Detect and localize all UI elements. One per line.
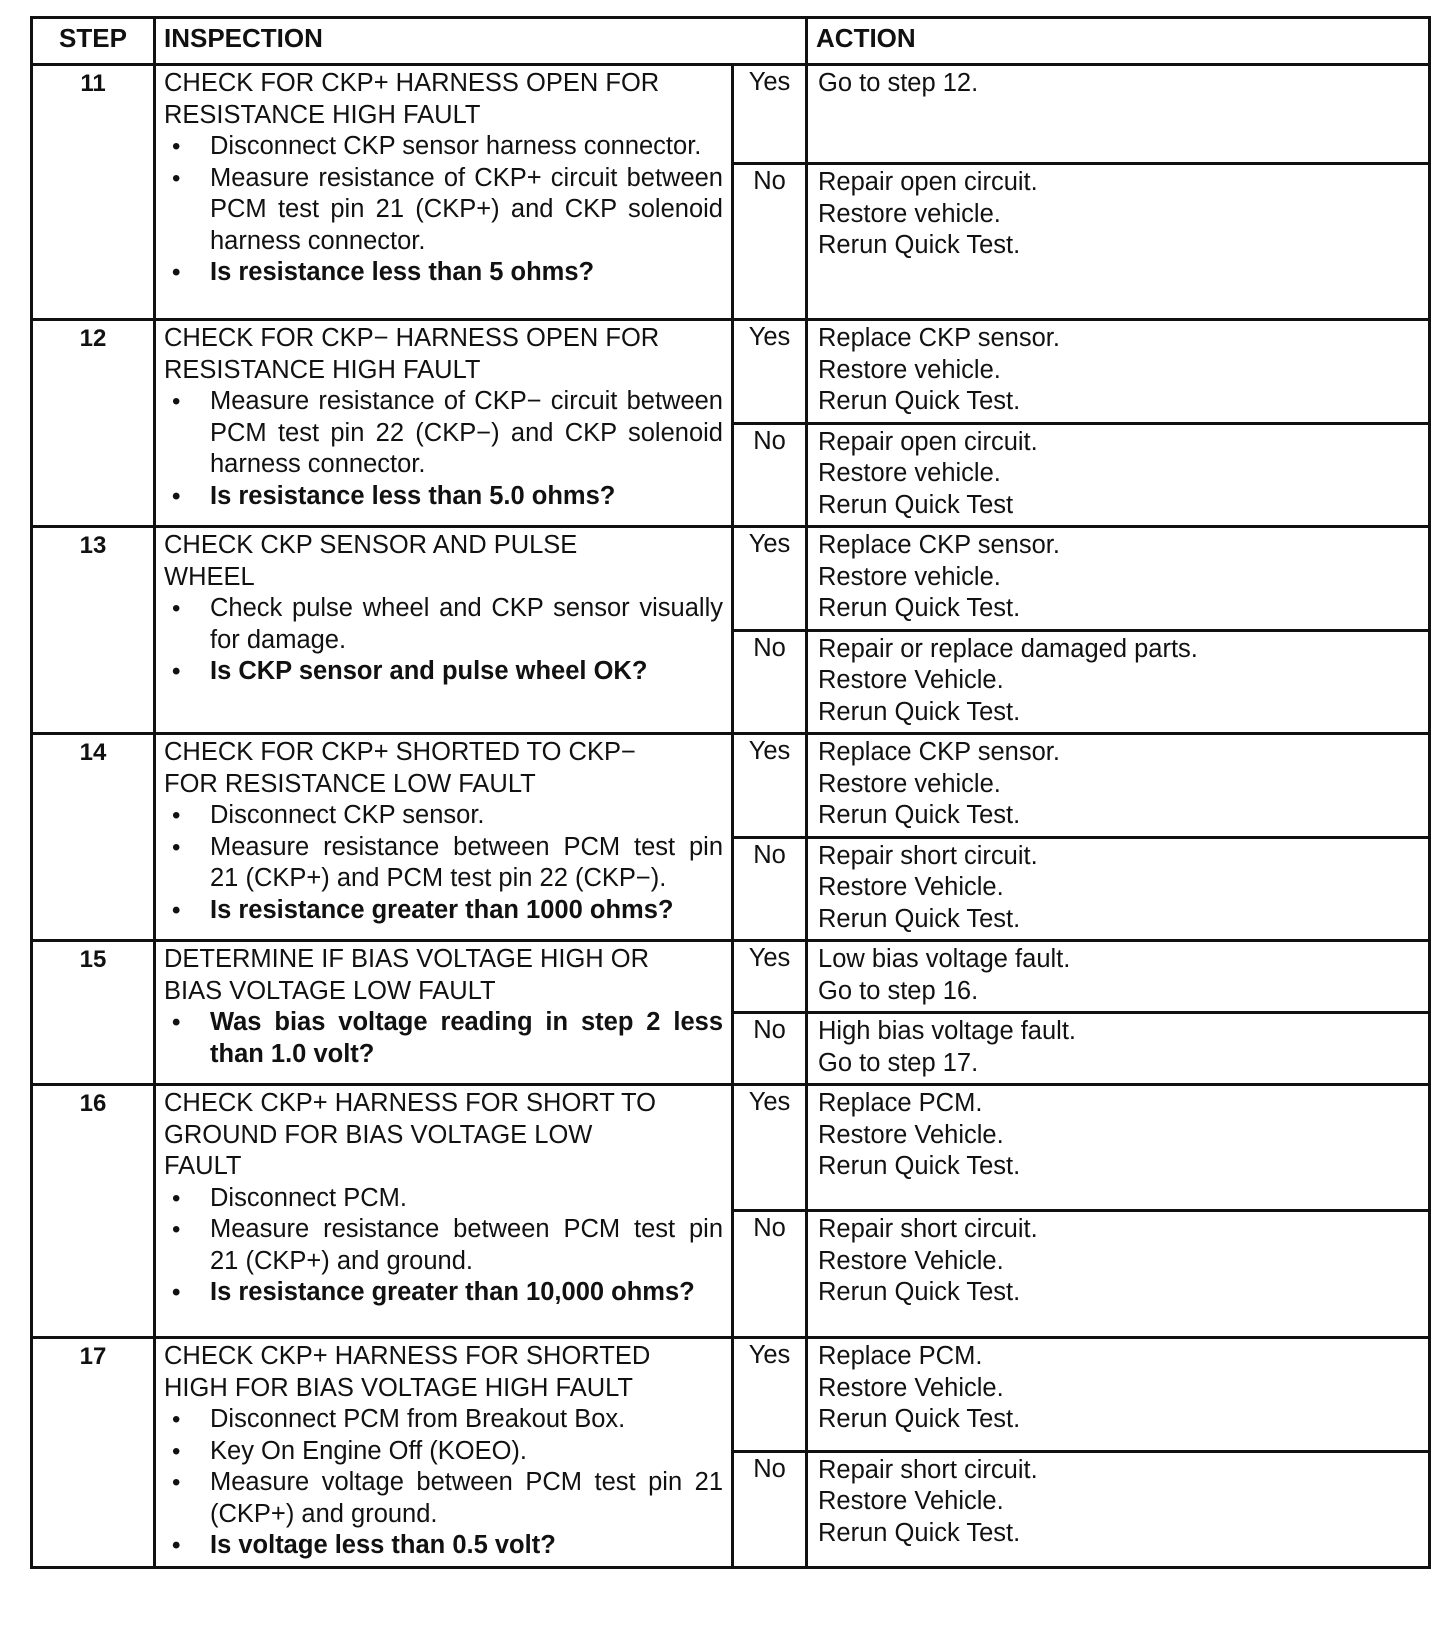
inspection-step: • Disconnect PCM. — [164, 1183, 723, 1215]
inspection-question: • Was bias voltage reading in step 2 less than 1.0 volt? — [164, 1007, 723, 1070]
action-line: Restore Vehicle. — [818, 873, 1004, 901]
action-line: Replace CKP sensor. — [818, 738, 1060, 766]
inspection-heading-line: DETERMINE IF BIAS VOLTAGE HIGH OR — [164, 945, 650, 973]
action-line: Go to step 12. — [818, 69, 979, 97]
no-action-cell — [807, 164, 1430, 320]
inspection-heading-line: FAULT — [164, 1152, 242, 1180]
inspection-cell — [155, 1085, 733, 1338]
inspection-step: • Measure resistance of CKP− circuit between PCM test pin 22 (CKP−) and CKP solenoid harness connector. — [164, 386, 723, 481]
step-number: 16 — [32, 1085, 155, 1338]
yes-label: Yes — [733, 941, 807, 1013]
no-action-cell — [807, 837, 1430, 941]
action-line: Rerun Quick Test. — [818, 697, 1021, 726]
yes-action-cell — [807, 1338, 1430, 1452]
action-line: Restore Vehicle. — [818, 1487, 1004, 1516]
inspection-heading-line: CHECK CKP SENSOR AND PULSE — [164, 531, 578, 559]
no-label: No — [733, 1013, 807, 1085]
table-row — [32, 65, 1430, 164]
table-row — [32, 941, 1430, 1013]
inspection-step: • Measure voltage between PCM test pin 21 (CKP+) and ground. — [164, 1467, 723, 1530]
no-action-cell — [807, 1451, 1430, 1567]
inspection-step: • Disconnect CKP sensor. — [164, 800, 723, 832]
step-number: 17 — [32, 1338, 155, 1568]
step-number: 11 — [32, 65, 155, 320]
inspection-question: • Is voltage less than 0.5 volt? — [164, 1530, 723, 1562]
yes-label: Yes — [733, 320, 807, 424]
action-line: Rerun Quick Test. — [818, 1278, 1021, 1306]
action-line: Repair or replace damaged parts. — [818, 634, 1198, 663]
inspection-step: • Measure resistance between PCM test pin 21 (CKP+) and PCM test pin 22 (CKP−). — [164, 832, 723, 895]
action-line: Repair open circuit. — [818, 427, 1038, 456]
inspection-step: • Disconnect CKP sensor harness connector. — [164, 131, 723, 163]
action-line: Restore Vehicle. — [818, 1246, 1004, 1275]
inspection-heading-line: CHECK FOR CKP+ HARNESS OPEN FOR — [164, 69, 660, 97]
inspection-heading-line: WHEEL — [164, 562, 255, 591]
step-number: 15 — [32, 941, 155, 1085]
action-line: Replace PCM. — [818, 1089, 983, 1117]
step-number: 14 — [32, 734, 155, 941]
inspection-column-header: INSPECTION — [155, 18, 807, 65]
action-line: Rerun Quick Test. — [818, 801, 1021, 829]
inspection-cell — [155, 65, 733, 320]
table-row — [32, 527, 1430, 631]
inspection-heading-line: RESISTANCE HIGH FAULT — [164, 100, 481, 129]
table-row — [32, 1085, 1430, 1211]
inspection-question: • Is CKP sensor and pulse wheel OK? — [164, 656, 723, 688]
action-column-header: ACTION — [807, 18, 1430, 65]
action-line: Restore Vehicle. — [818, 1120, 1004, 1149]
action-line: Repair short circuit. — [818, 1455, 1038, 1484]
action-line: Rerun Quick Test. — [818, 387, 1021, 415]
inspection-heading-line: HIGH FOR BIAS VOLTAGE HIGH FAULT — [164, 1373, 633, 1402]
inspection-steps-list — [164, 1183, 723, 1309]
inspection-steps-list — [164, 1404, 723, 1562]
no-label: No — [733, 423, 807, 527]
inspection-step: • Measure resistance of CKP+ circuit between PCM test pin 21 (CKP+) and CKP solenoid harness connector. — [164, 163, 723, 258]
action-line: Rerun Quick Test. — [818, 1152, 1021, 1180]
inspection-question: • Is resistance less than 5.0 ohms? — [164, 481, 723, 513]
no-action-cell — [807, 423, 1430, 527]
inspection-step: • Check pulse wheel and CKP sensor visually for damage. — [164, 593, 723, 656]
action-line: Restore Vehicle. — [818, 666, 1004, 694]
table-header-row — [32, 18, 1430, 65]
inspection-heading-line: FOR RESISTANCE LOW FAULT — [164, 769, 536, 798]
yes-label: Yes — [733, 1085, 807, 1211]
no-action-cell — [807, 1211, 1430, 1338]
table-row — [32, 1338, 1430, 1452]
yes-action-cell — [807, 65, 1430, 164]
diagnostic-procedure-sheet — [30, 16, 1428, 1569]
inspection-cell — [155, 941, 733, 1085]
inspection-steps-list — [164, 593, 723, 688]
action-line: Replace CKP sensor. — [818, 324, 1060, 352]
step-column-header: STEP — [32, 18, 155, 65]
no-action-cell — [807, 1013, 1430, 1085]
action-line: Rerun Quick Test. — [818, 231, 1021, 259]
inspection-step: • Measure resistance between PCM test pin 21 (CKP+) and ground. — [164, 1214, 723, 1277]
inspection-heading-line: BIAS VOLTAGE LOW FAULT — [164, 976, 496, 1005]
inspection-steps-list — [164, 131, 723, 289]
action-line: Rerun Quick Test. — [818, 594, 1021, 622]
action-line: Rerun Quick Test. — [818, 1518, 1021, 1547]
yes-label: Yes — [733, 734, 807, 838]
no-action-cell — [807, 630, 1430, 734]
action-line: Repair short circuit. — [818, 1215, 1038, 1243]
inspection-heading-line: CHECK FOR CKP+ SHORTED TO CKP− — [164, 738, 636, 766]
action-line: Restore vehicle. — [818, 459, 1001, 487]
action-line: Restore Vehicle. — [818, 1373, 1004, 1402]
inspection-steps-list — [164, 1007, 723, 1070]
yes-label: Yes — [733, 65, 807, 164]
diagnostic-table — [30, 16, 1431, 1569]
inspection-question: • Is resistance less than 5 ohms? — [164, 257, 723, 289]
action-line: Restore vehicle. — [818, 355, 1001, 384]
step-number: 13 — [32, 527, 155, 734]
inspection-heading-line: RESISTANCE HIGH FAULT — [164, 355, 481, 384]
action-line: Rerun Quick Test. — [818, 1405, 1021, 1433]
action-line: Replace CKP sensor. — [818, 531, 1060, 559]
yes-action-cell — [807, 941, 1430, 1013]
yes-label: Yes — [733, 1338, 807, 1452]
yes-action-cell — [807, 320, 1430, 424]
inspection-step: • Key On Engine Off (KOEO). — [164, 1436, 723, 1468]
inspection-cell — [155, 1338, 733, 1568]
action-line: Restore vehicle. — [818, 562, 1001, 591]
table-row — [32, 734, 1430, 838]
inspection-heading-line: CHECK FOR CKP− HARNESS OPEN FOR — [164, 324, 660, 352]
inspection-cell — [155, 320, 733, 527]
inspection-steps-list — [164, 800, 723, 926]
inspection-heading-line: CHECK CKP+ HARNESS FOR SHORTED — [164, 1342, 651, 1370]
yes-label: Yes — [733, 527, 807, 631]
action-line: Repair short circuit. — [818, 841, 1038, 870]
inspection-heading-line: GROUND FOR BIAS VOLTAGE LOW — [164, 1120, 593, 1149]
action-line: Go to step 17. — [818, 1048, 979, 1077]
yes-action-cell — [807, 734, 1430, 838]
action-line: Replace PCM. — [818, 1342, 983, 1370]
action-line: High bias voltage fault. — [818, 1017, 1077, 1045]
inspection-step: • Disconnect PCM from Breakout Box. — [164, 1404, 723, 1436]
no-label: No — [733, 1451, 807, 1567]
step-number: 12 — [32, 320, 155, 527]
no-label: No — [733, 837, 807, 941]
inspection-cell — [155, 527, 733, 734]
no-label: No — [733, 164, 807, 320]
action-line: Rerun Quick Test. — [818, 904, 1021, 933]
table-row — [32, 320, 1430, 424]
yes-action-cell — [807, 1085, 1430, 1211]
no-label: No — [733, 1211, 807, 1338]
action-line: Restore vehicle. — [818, 199, 1001, 228]
action-line: Go to step 16. — [818, 976, 979, 1005]
inspection-question: • Is resistance greater than 10,000 ohms? — [164, 1277, 723, 1309]
action-line: Low bias voltage fault. — [818, 945, 1071, 973]
table-body — [32, 65, 1430, 1568]
inspection-steps-list — [164, 386, 723, 512]
action-line: Repair open circuit. — [818, 168, 1038, 196]
yes-action-cell — [807, 527, 1430, 631]
inspection-question: • Is resistance greater than 1000 ohms? — [164, 895, 723, 927]
action-line: Restore vehicle. — [818, 769, 1001, 798]
inspection-cell — [155, 734, 733, 941]
no-label: No — [733, 630, 807, 734]
inspection-heading-line: CHECK CKP+ HARNESS FOR SHORT TO — [164, 1089, 656, 1117]
action-line: Rerun Quick Test — [818, 490, 1014, 519]
